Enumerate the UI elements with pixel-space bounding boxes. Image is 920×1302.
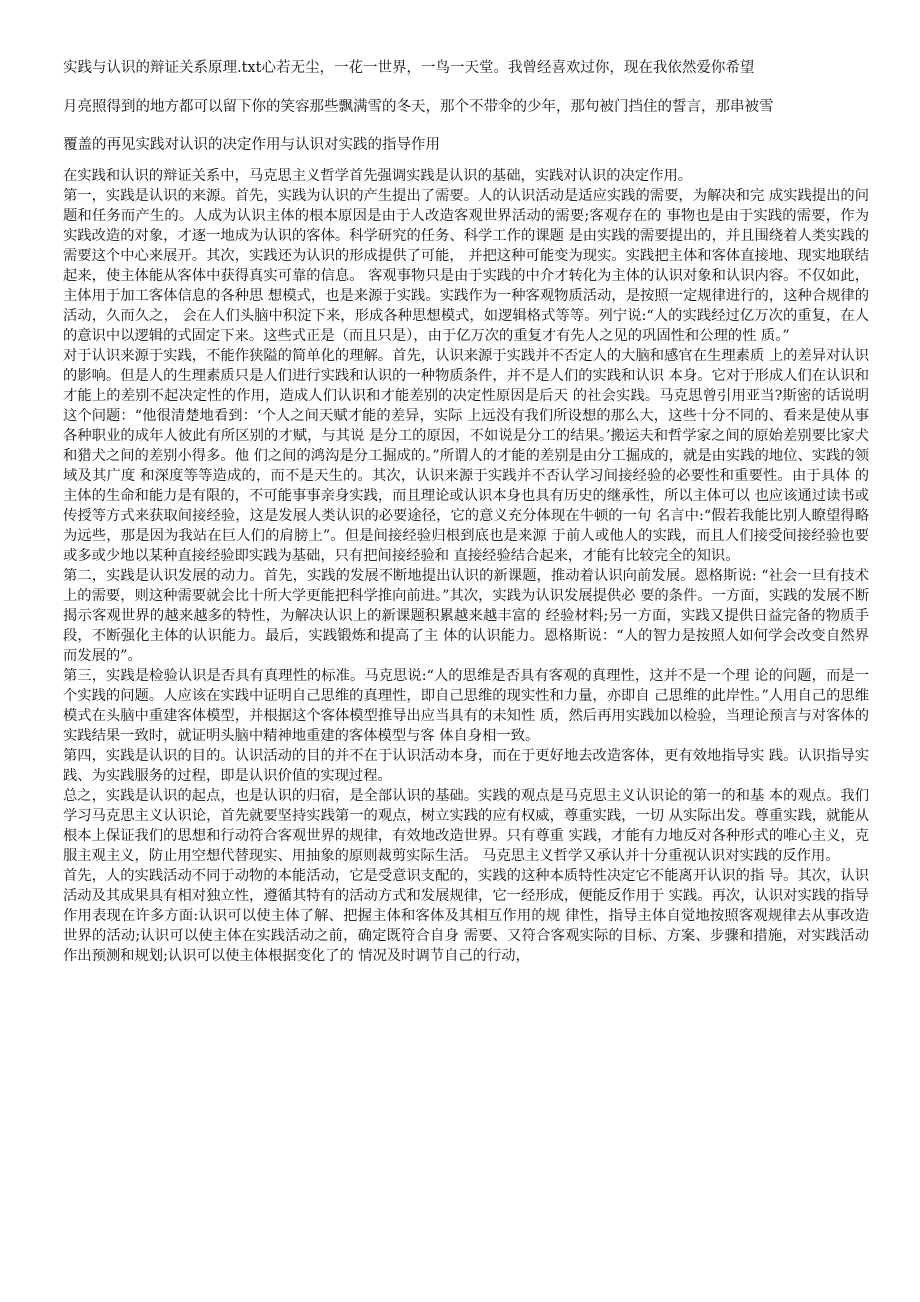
paragraph-fourth-point: 第四，实践是认识的目的。认识活动的目的并不在于认识活动本身，而在于更好地去改造客体，更有效地指导实 践。认识指导实践、为实践服务的过程，即是认识价值的实现过程。 <box>63 748 869 784</box>
document-body <box>63 166 869 966</box>
header-line-1: 实践与认识的辩证关系原理.txt心若无尘，一花一世界，一鸟一天堂。我曾经喜欢过你，现在我依然爱你希望 <box>63 60 755 76</box>
header-line-2: 月亮照得到的地方都可以留下你的笑容那些飘满雪的冬天，那个不带伞的少年，那句被门挡住的誓言，那串被雪 <box>63 99 774 115</box>
paragraph-source-clarification: 对于认识来源于实践，不能作狭隘的简单化的理解。首先，认识来源于实践并不否定人的大脑和感官在生理素质 上的差异对认识的影响。但是人的生理素质只是人们进行实践和认识的一种物质条件，并不是人们的实践和认识 本身。它对于形成人们在认识和才能上的差别不起决定性的作用，造成人们认识和才能差别的决定性原因是后天 的社会实践。马克思曾引用亚当?斯密的话说明这个问题：“他很清楚地看到：‘个人之间天赋才能的差异，实际 上远没有我们所设想的那么大，这些十分不同的、看来是使从事各种职业的成年人彼此有所区别的才赋，与其说 是分工的原因，不如说是分工的结果。’搬运夫和哲学家之间的原始差别要比家犬和猎犬之间的差别小得多。他 们之间的鸿沟是分工掘成的。”所谓人的才能的差别是由分工掘成的，就是由实践的地位、实践的领域及其广度 和深度等等造成的，而不是天生的。其次，认识来源于实践并不否认学习间接经验的必要性和重要性。由于具体 的主体的生命和能力是有限的，不可能事事亲身实践，而且理论或认识本身也具有历史的继承性，所以主体可以 也应该通过读书或传授等方式来获取间接经验，这是发展人类认识的必要途径，它的意义充分体现在牛顿的一句 名言中:“假若我能比别人瞭望得略为远些，那是因为我站在巨人们的肩膀上”。但是间接经验归根到底也是来源 于前人或他人的实践，而且人们接受间接经验也要或多或少地以某种直接经验即实践为基础，只有把间接经验和 直接经验结合起来，才能有比较完全的知识。 <box>63 348 869 564</box>
header-line-3: 覆盖的再见实践对认识的决定作用与认识对实践的指导作用 <box>63 137 440 153</box>
paragraph-reaction: 首先，人的实践活动不同于动物的本能活动，它是受意识支配的，实践的这种本质特性决定它不能离开认识的指 导。其次，认识活动及其成果具有相对独立性，遵循其特有的活动方式和发展规律，它一经形成，便能反作用于 实践。再次，认识对实践的指导作用表现在许多方面:认识可以使主体了解、把握主体和客体及其相互作用的规 律性，指导主体自觉地按照客观规律去从事改造世界的活动;认识可以使主体在实践活动之前，确定既符合自身 需要、又符合客观实际的目标、方案、步骤和措施，对实践活动作出预测和规划;认识可以使主体根据变化了的 情况及时调节自己的行动， <box>63 868 869 964</box>
paragraph-first-point: 第一，实践是认识的来源。首先，实践为认识的产生提出了需要。人的认识活动是适应实践的需要，为解决和完 成实践提出的问题和任务而产生的。人成为认识主体的根本原因是由于人改造客观世界活动的需要;客观存在的 事物也是由于实践的需要，作为实践改造的对象，才逐一地成为认识的客体。科学研究的任务、科学工作的课题 是由实践的需要提出的，并且围绕着人类实践的需要这个中心来展开。其次，实践还为认识的形成提供了可能， 并把这种可能变为现实。实践把主体和客体直接地、现实地联结起来，使主体能从客体中获得真实可靠的信息。 客观事物只是由于实践的中介才转化为主体的认识对象和认识内容。不仅如此，主体用于加工客体信息的各种思 想模式，也是来源于实践。实践作为一种客观物质活动，是按照一定规律进行的，这种合规律的活动，久而久之， 会在人们头脑中积淀下来，形成各种思想模式，如逻辑格式等等。列宁说:“人的实践经过亿万次的重复，在人 的意识中以逻辑的式固定下来。这些式正是（而且只是），由于亿万次的重复才有先人之见的巩固性和公理的性 质。” <box>63 188 869 344</box>
paragraph-intro: 在实践和认识的辩证关系中，马克思主义哲学首先强调实践是认识的基础，实践对认识的决定作用。 <box>63 168 693 184</box>
paragraph-third-point: 第三，实践是检验认识是否具有真理性的标准。马克思说:“人的思维是否具有客观的真理性，这并不是一个理 论的问题，而是一个实践的问题。人应该在实践中证明自己思维的真理性，即自己思维的现实性和力量，亦即自 己思维的此岸性。”人用自己的思维模式在头脑中重建客体模型，并根据这个客体模型推导出应当具有的未知性 质，然后再用实践加以检验，当理论预言与对客体的实践结果一致时，就证明头脑中精神地重建的客体模型与客 体自身相一致。 <box>63 668 869 744</box>
paragraph-second-point: 第二，实践是认识发展的动力。首先，实践的发展不断地提出认识的新课题，推动着认识向前发展。恩格斯说: “社会一旦有技术上的需要，则这种需要就会比十所大学更能把科学推向前进。”其次，实践为认识发展提供必 要的条件。一方面，实践的发展不断揭示客观世界的越来越多的特性，为解决认识上的新课题积累越来越丰富的 经验材料;另一方面，实践又提供日益完备的物质手段，不断强化主体的认识能力。最后，实践锻炼和提高了主 体的认识能力。恩格斯说：“人的智力是按照人如何学会改变自然界而发展的”。 <box>63 568 869 664</box>
paragraph-summary: 总之，实践是认识的起点，也是认识的归宿，是全部认识的基础。实践的观点是马克思主义认识论的第一的和基 本的观点。我们学习马克思主义认识论，首先就要坚持实践第一的观点，树立实践的应有权威，尊重实践，一切 从实际出发。尊重实践，就能从根本上保证我们的思想和行动符合客观世界的规律，有效地改造世界。只有尊重 实践，才能有力地反对各种形式的唯心主义，克服主观主义，防止用空想代替现实、用抽象的原则裁剪实际生活。 马克思主义哲学又承认并十分重视认识对实践的反作用。 <box>63 788 869 864</box>
